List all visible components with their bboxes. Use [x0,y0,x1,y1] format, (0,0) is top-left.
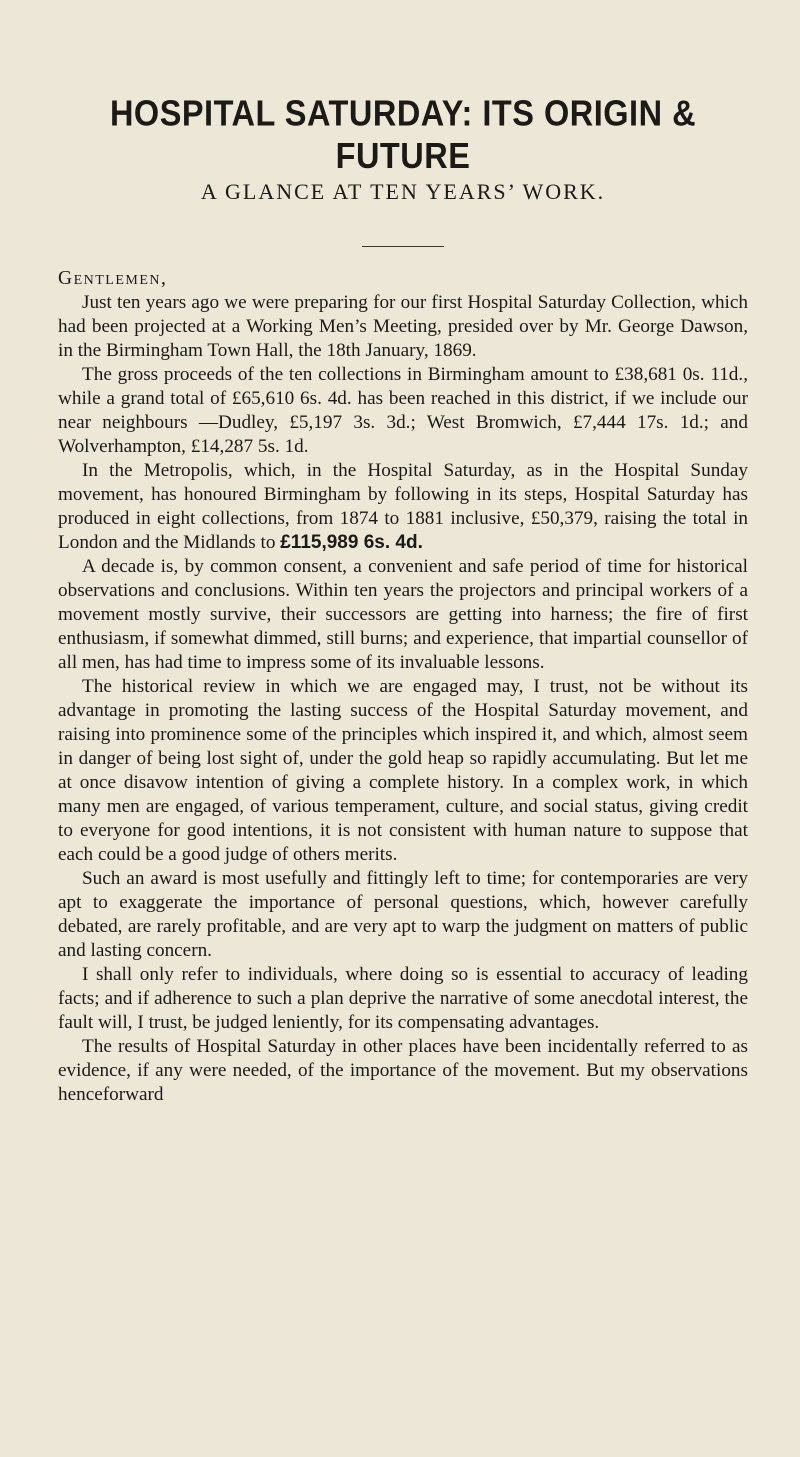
paragraph-text: In the Metropolis, which, in the Hospital Saturday, as in the Hospital Sunday movement, has honoured Birmingham by following in its steps, Hospital Saturday has produced in eight collections, from 1874 to 1881 inclusive, £50,379, raising the total in London and the Midlands to [58,460,748,553]
grand-total: £115,989 6s. 4d. [280,532,423,553]
paragraph: The results of Hospital Saturday in other places have been incidentally referred to as evidence, if any were needed, of the importance of the movement. But my observations henceforward [58,1036,748,1105]
paragraph: Such an award is most usefully and fittingly left to time; for contemporaries are very apt to exaggerate the importance of personal questions, which, however carefully debated, are rarely profitable, and are very apt to warp the judgment on matters of public and lasting concern. [58,868,748,961]
paragraph: A decade is, by common consent, a convenient and safe period of time for historical observations and conclusions. Within ten years the projectors and principal workers of a movement mostly survive, their successors are getting into harness; the fire of first enthusiasm, if somewhat dimmed, still burns; and experience, that impartial counsellor of all men, has had time to impress some of its invaluable lessons. [58,556,748,673]
paragraph [58,459,748,555]
document-title: HOSPITAL SATURDAY: ITS ORIGIN & FUTURE [109,93,697,176]
title-divider [362,246,444,247]
paragraph: Just ten years ago we were preparing for our first Hospital Saturday Collection, which had been projected at a Working Men’s Meeting, presided over by Mr. George Dawson, in the Birmingham Town Hall, the 18th January, 1869. [58,292,748,361]
paragraph: I shall only refer to individuals, where doing so is essential to accuracy of leading facts; and if adherence to such a plan deprive the narrative of some anecdotal interest, the fault will, I trust, be judged leniently, for its compensating advantages. [58,964,748,1033]
document-subtitle: A GLANCE AT TEN YEARS’ WORK. [200,179,606,204]
paragraph: The gross proceeds of the ten collections in Birmingham amount to £38,681 0s. 11d., while a grand total of £65,610 6s. 4d. has been reached in this district, if we include our near neighbours —Dudley, £5,197 3s. 3d.; West Bromwich, £7,444 17s. 1d.; and Wolverhampton, £14,287 5s. 1d. [58,364,748,457]
paragraph: The historical review in which we are engaged may, I trust, not be without its advantage in promoting the lasting success of the Hospital Saturday movement, and raising into prominence some of the principles which inspired it, and which, almost seem in danger of being lost sight of, under the gold heap so rapidly accumulating. But let me at once disavow intention of giving a complete history. In a complex work, in which many men are engaged, of various temperament, culture, and social status, giving credit to everyone for good intentions, it is not consistent with human nature to suppose that each could be a good judge of others merits. [58,676,748,865]
salutation: Gentlemen, [58,268,168,289]
